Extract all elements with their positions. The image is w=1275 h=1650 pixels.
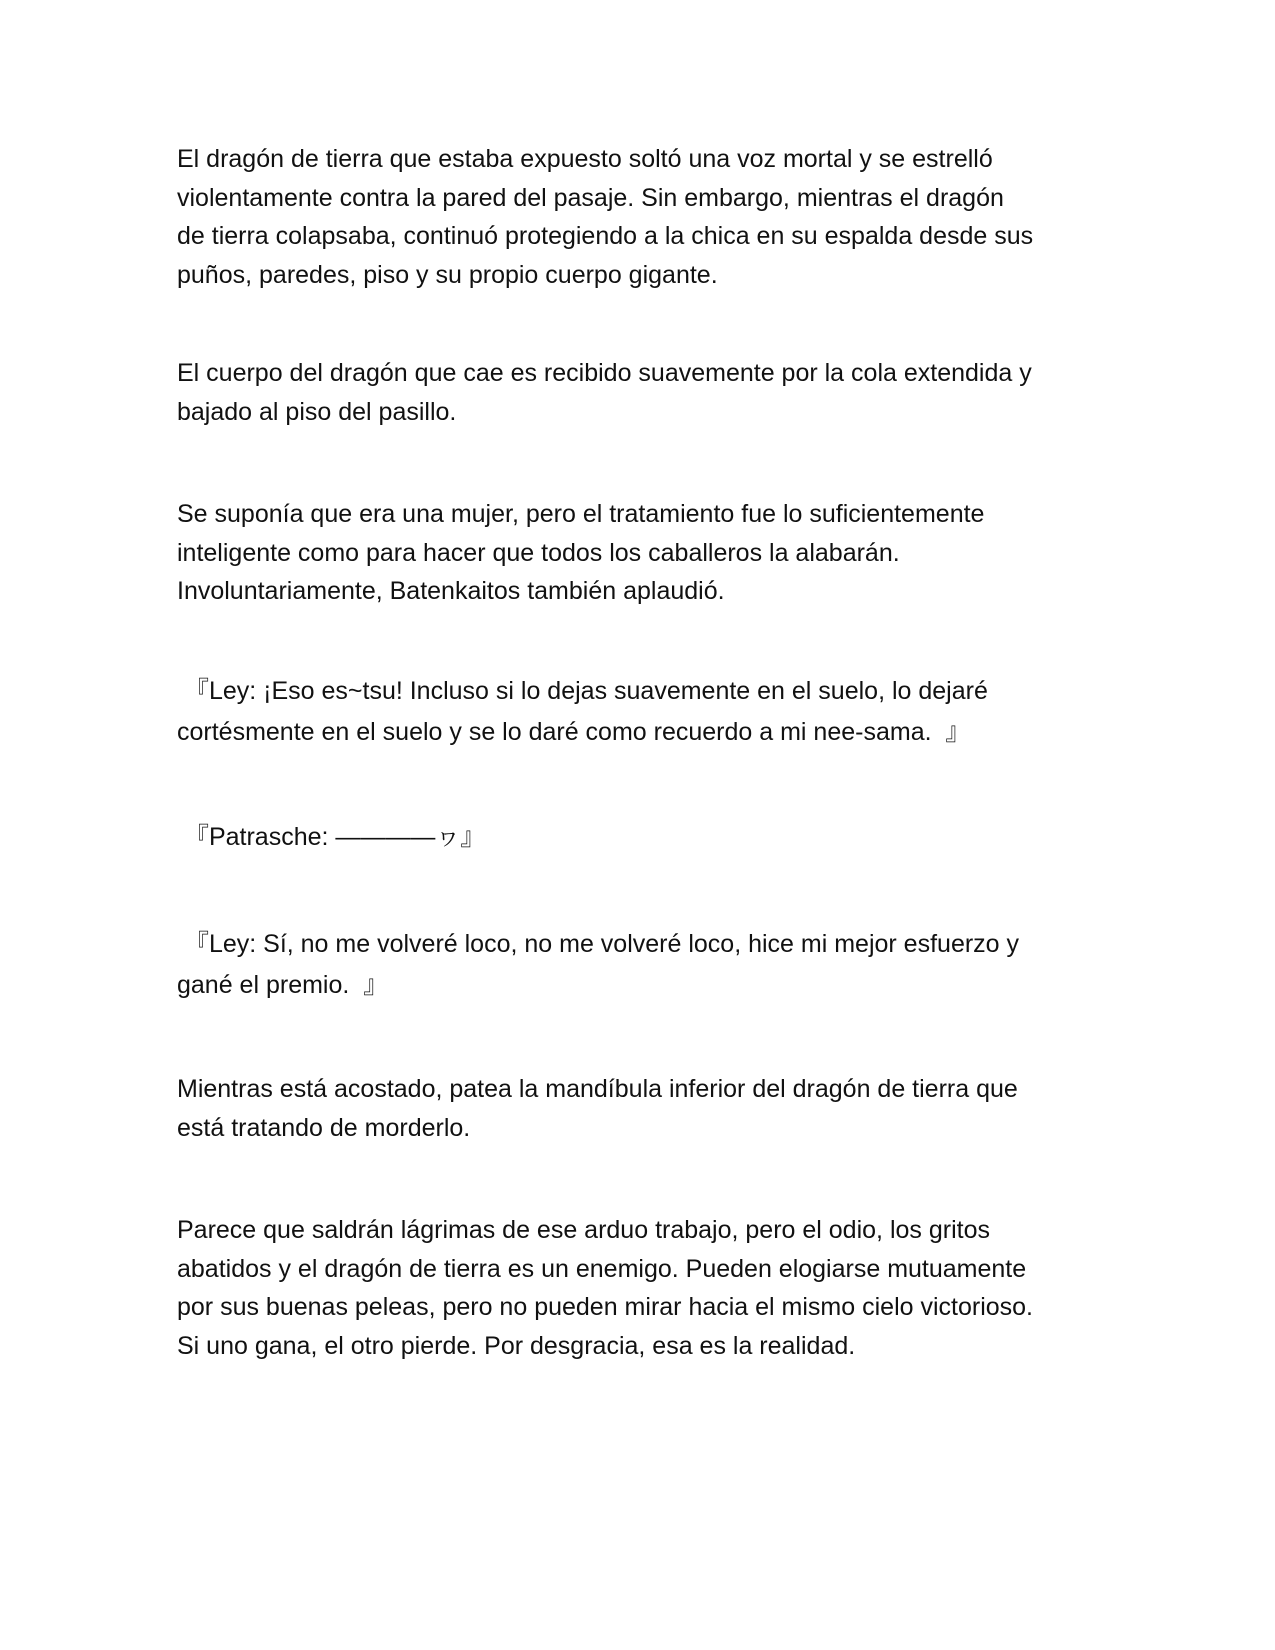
- text-line: por sus buenas peleas, pero no pueden mirar hacia el mismo cielo victorioso.: [177, 1293, 1034, 1321]
- paragraph: [177, 1211, 1102, 1365]
- text-line: inteligente como para hacer que todos los caballeros la alabarán.: [177, 538, 900, 567]
- text-line: está tratando de morderlo.: [177, 1113, 471, 1142]
- text-line: Si uno gana, el otro pierde. Por desgracia, esa es la realidad.: [177, 1331, 856, 1360]
- text-line: El dragón de tierra que estaba expuesto soltó una voz mortal y se estrelló: [177, 145, 993, 173]
- dialogue-paragraph: [177, 924, 1102, 1006]
- text-line: cortésmente en el suelo y se lo daré como recuerdo a mi nee-sama. 』: [177, 718, 971, 746]
- dialogue-paragraph: [177, 817, 1102, 858]
- text-line: Se suponía que era una mujer, pero el tratamiento fue lo suficientemente: [177, 500, 985, 528]
- text-line: gané el premio. 』: [177, 971, 389, 999]
- paragraph: [177, 140, 1102, 294]
- text-line: abatidos y el dragón de tierra es un enemigo. Pueden elogiarse mutuamente: [177, 1254, 1027, 1283]
- text-line: Parece que saldrán lágrimas de ese arduo trabajo, pero el odio, los gritos: [177, 1216, 990, 1244]
- text-line: Mientras está acostado, patea la mandíbula inferior del dragón de tierra que: [177, 1075, 1018, 1103]
- text-line: Involuntariamente, Batenkaitos también aplaudió.: [177, 577, 725, 605]
- text-line: El cuerpo del dragón que cae es recibido suavemente por la cola extendida y: [177, 359, 1032, 387]
- text-line: puños, paredes, piso y su propio cuerpo gigante.: [177, 260, 718, 289]
- text-line: 『Ley: Sí, no me volveré loco, no me volveré loco, hice mi mejor esfuerzo y: [177, 930, 1020, 958]
- text-line: de tierra colapsaba, continuó protegiendo a la chica en su espalda desde sus: [177, 222, 1034, 250]
- paragraph: [177, 354, 1102, 431]
- paragraph: [177, 495, 1102, 611]
- paragraph: [177, 1070, 1102, 1147]
- text-line: 『Ley: ¡Eso es~tsu! Incluso si lo dejas suavemente en el suelo, lo dejaré: [177, 677, 988, 705]
- dialogue-paragraph: [177, 671, 1102, 753]
- text-line: bajado al piso del pasillo.: [177, 397, 457, 426]
- text-line: violentamente contra la pared del pasaje. Sin embargo, mientras el dragón: [177, 183, 1004, 212]
- text-line: 『Patrasche: ————ヮ』: [177, 823, 486, 851]
